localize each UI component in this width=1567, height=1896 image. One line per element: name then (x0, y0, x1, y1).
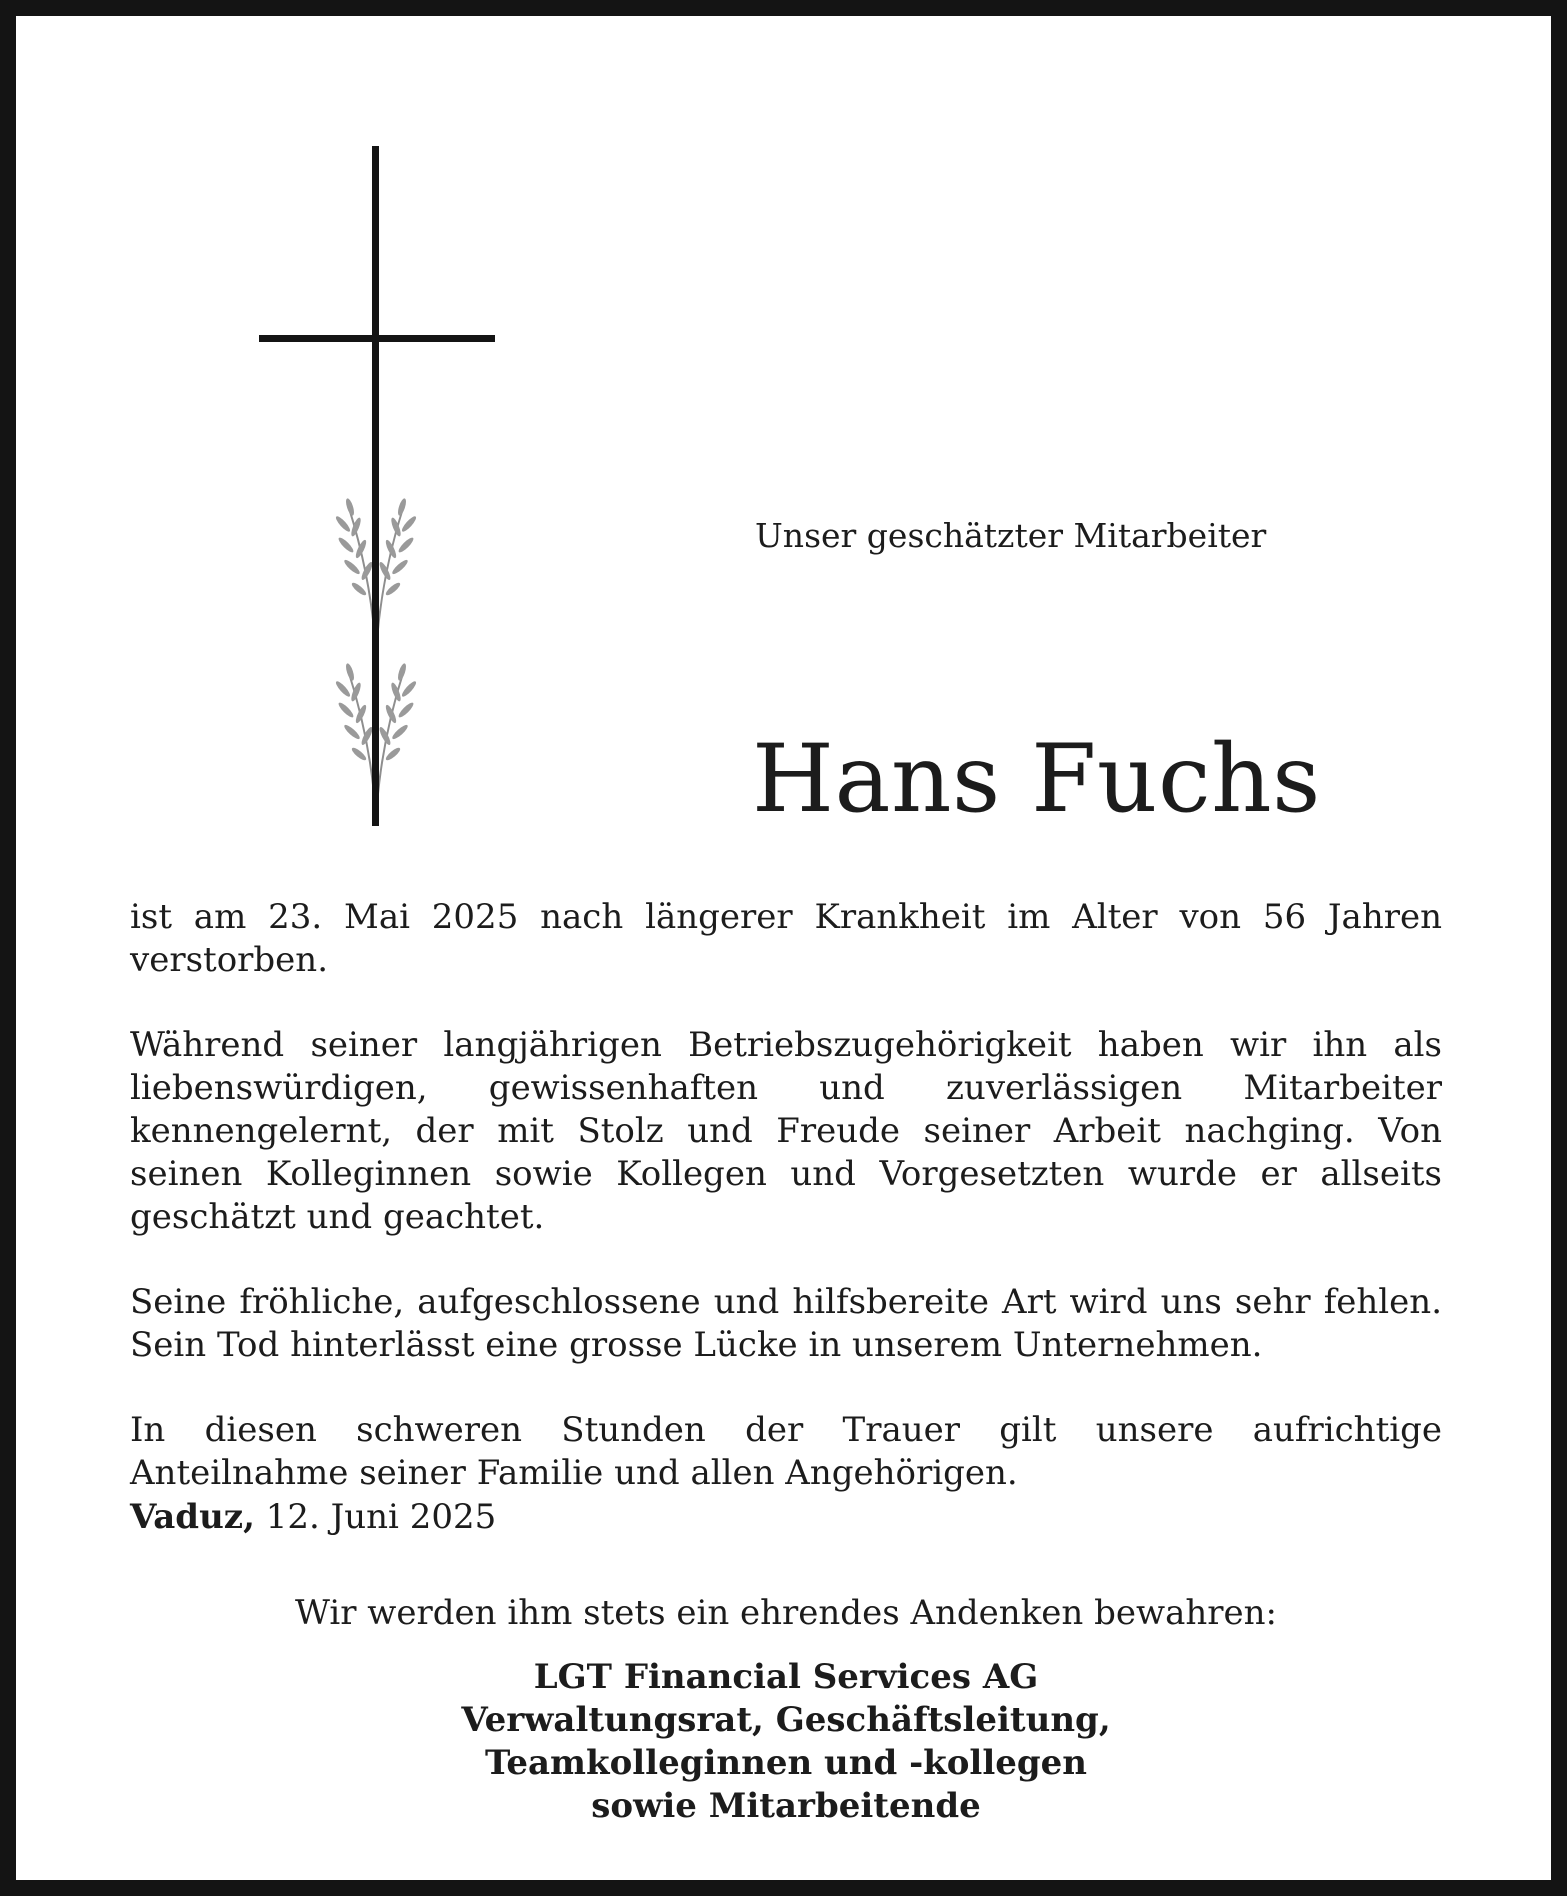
signer-company: LGT Financial Services AG (533, 1657, 1039, 1697)
signer-employees: sowie Mitarbeitende (591, 1786, 981, 1826)
date: 12. Juni 2025 (265, 1497, 497, 1537)
deceased-name: Hans Fuchs (752, 725, 1321, 834)
place: Vaduz, (130, 1497, 255, 1537)
signer-colleagues: Teamkolleginnen und -kollegen (484, 1743, 1088, 1783)
signers-block (130, 1656, 1442, 1828)
signer-management: Verwaltungsrat, Geschäftsleitung, (461, 1700, 1111, 1740)
paragraph-tribute: Während seiner langjährigen Betriebszugehörigkeit haben wir ihn als liebenswürdigen, gewissenhaften und zuverlässigen Mitarbeiter kennengelernt, der mit Stolz und Freude seiner Arbeit nachging. Von seinen Kolleginnen sowie Kollegen und Vorgesetzten wurde er allseits geschätzt und geachtet. (130, 1025, 1442, 1237)
cross-with-branches-icon (241, 130, 501, 840)
closing-line: Wir werden ihm stets ein ehrendes Andenken bewahren: (295, 1593, 1277, 1633)
paragraph-death-notice: ist am 23. Mai 2025 nach längerer Krankheit im Alter von 56 Jahren verstorben. (130, 897, 1442, 980)
notice-body (130, 896, 1442, 1537)
paragraph-loss: Seine fröhliche, aufgeschlossene und hilfsbereite Art wird uns sehr fehlen. Sein Tod hinterlässt eine grosse Lücke in unserem Unternehmen. (130, 1282, 1442, 1365)
place-date (130, 1496, 496, 1539)
paragraph-condolences: In diesen schweren Stunden der Trauer gilt unsere aufrichtige Anteilnahme seiner Familie und allen Angehörigen. (130, 1410, 1442, 1493)
intro-line: Unser geschätzter Mitarbeiter (755, 516, 1267, 555)
